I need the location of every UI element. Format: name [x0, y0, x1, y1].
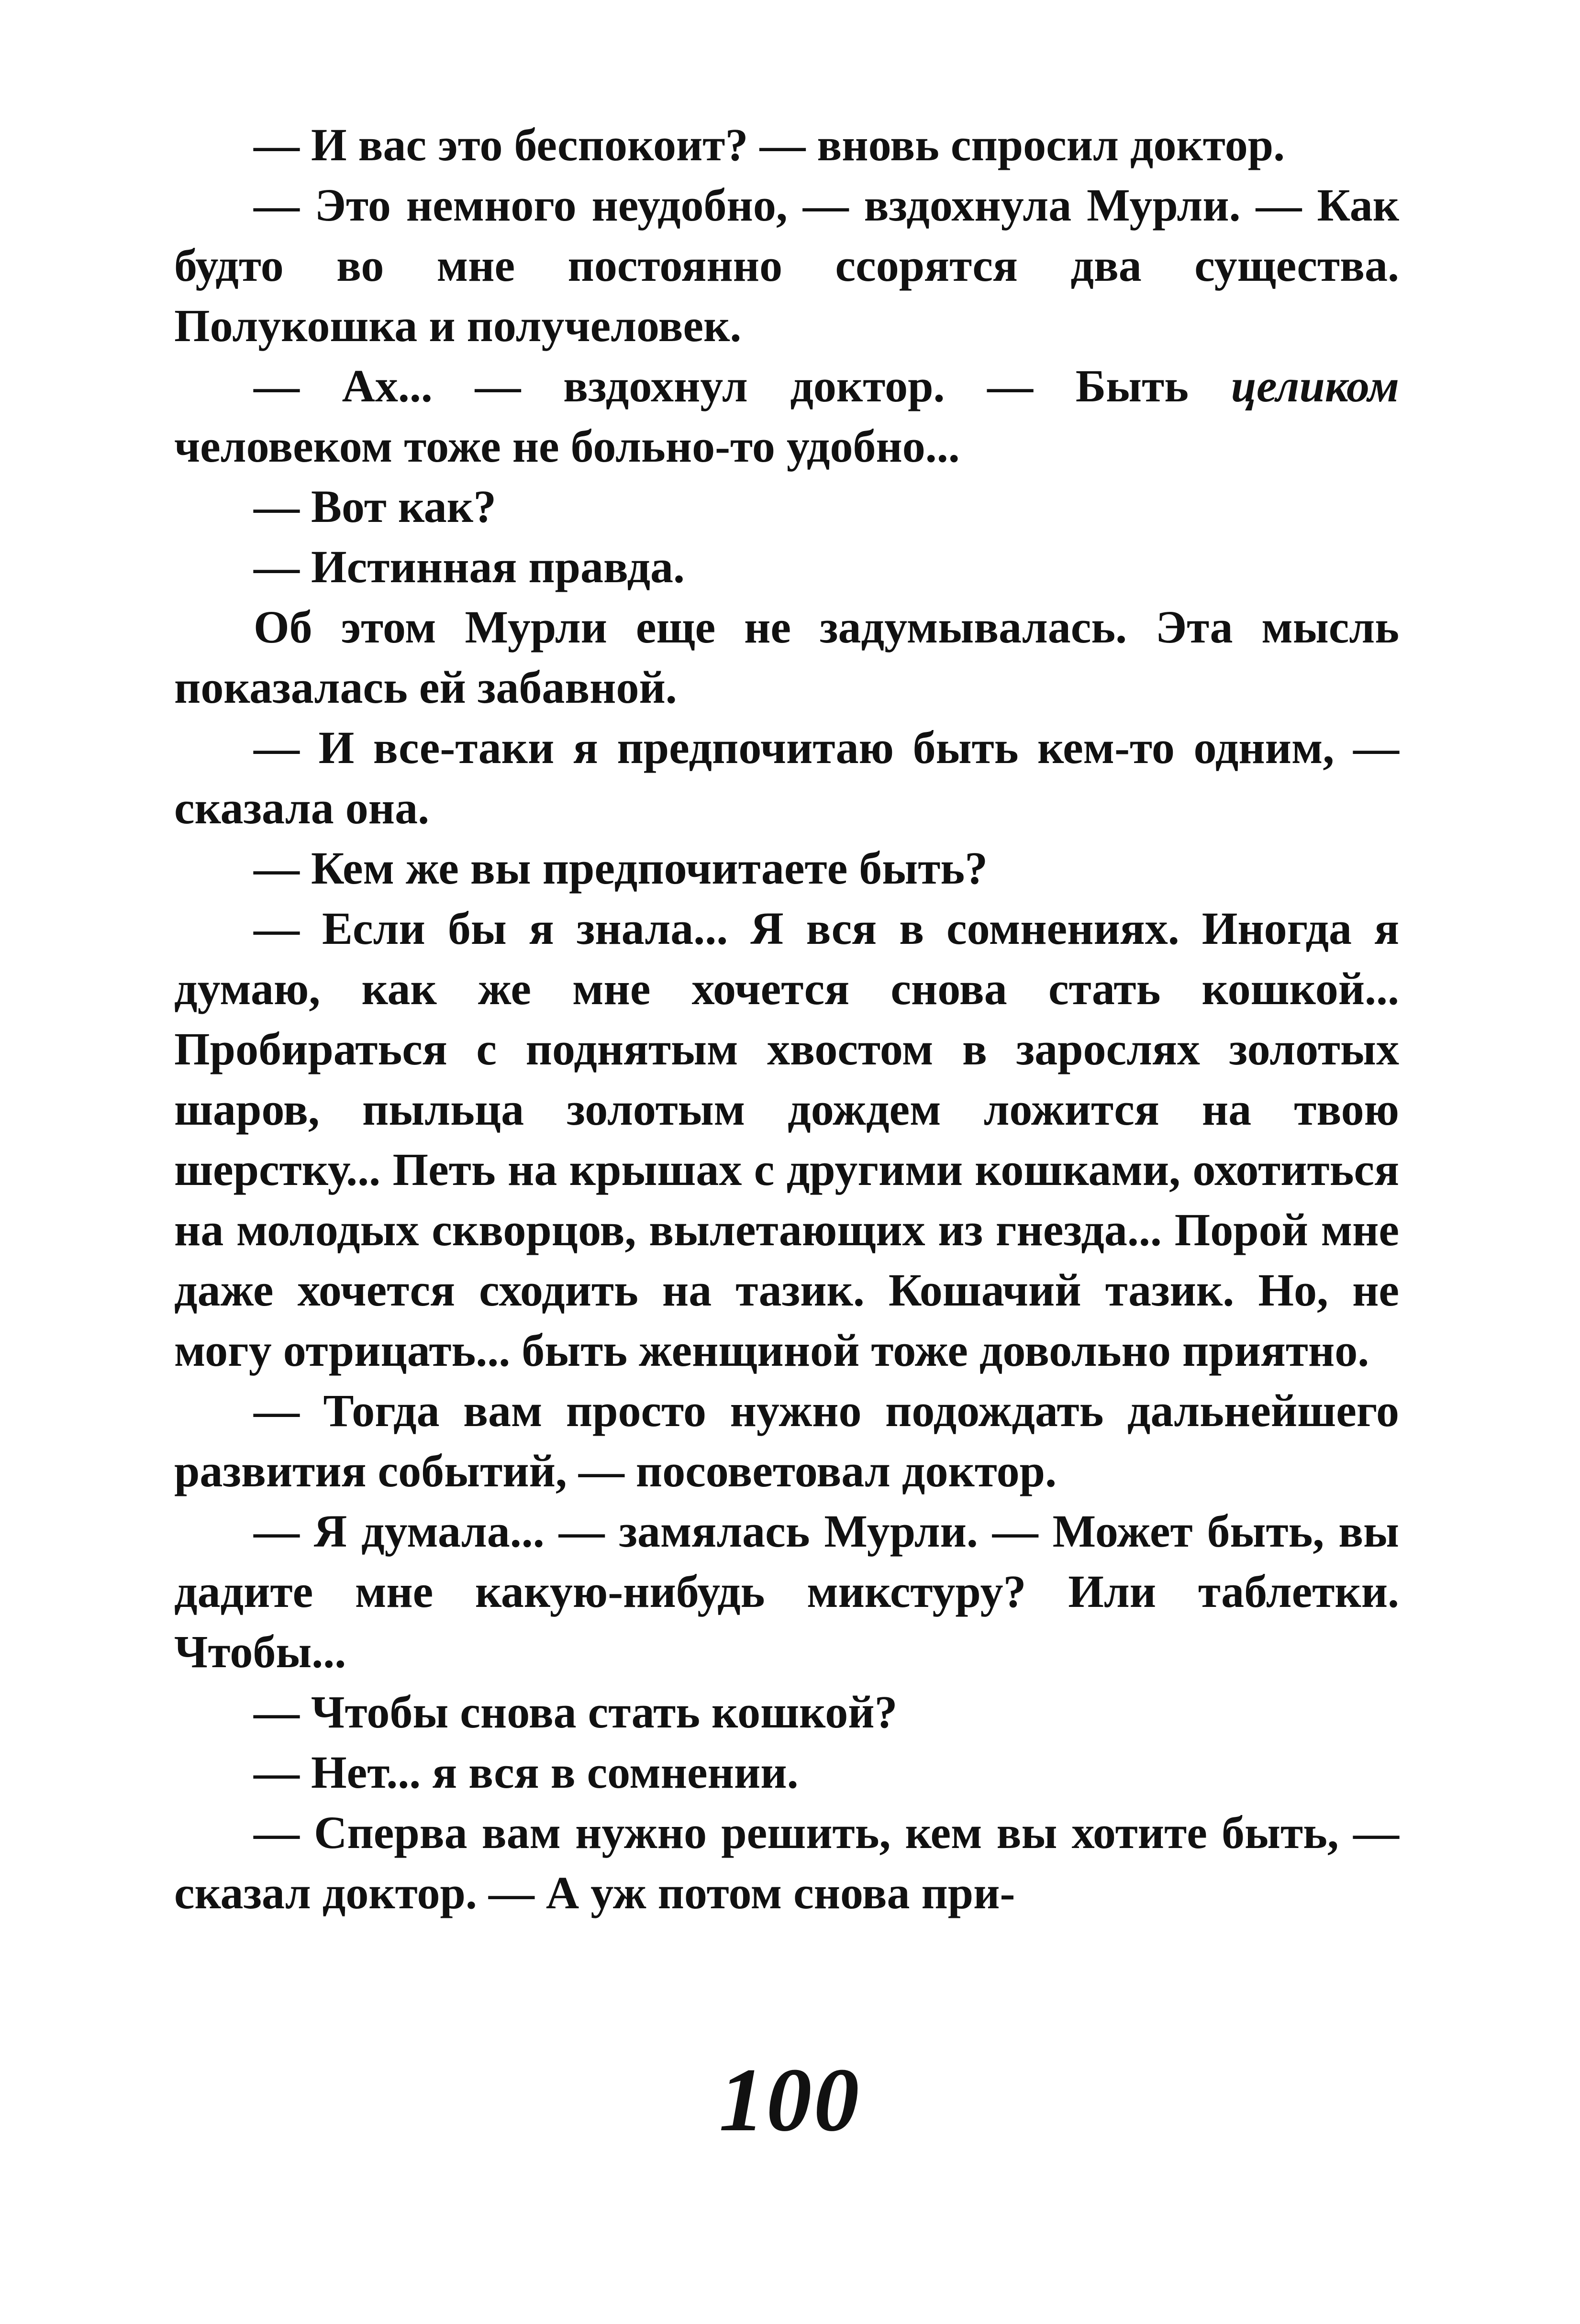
paragraph: Об этом Мурли еще не задумывалась. Эта мысль показалась ей забавной.: [174, 601, 1399, 713]
paragraph: — Нет... я вся в сомнении.: [254, 1747, 799, 1798]
paragraph: — Чтобы снова стать кошкой?: [254, 1686, 898, 1737]
page-number: 100: [719, 2050, 861, 2150]
paragraph: — Вот как?: [254, 481, 497, 532]
paragraph-part: человеком тоже не больно-то удобно...: [174, 421, 960, 472]
paragraph: — Это немного неудобно, — вздохнула Мурли. — Как будто во мне постоянно ссорятся два существа. Полукошка и получеловек.: [174, 179, 1399, 351]
paragraph: — Я думала... — замялась Мурли. — Может быть, вы дадите мне какую-нибудь микстуру? Или таблетки. Чтобы...: [174, 1505, 1399, 1677]
paragraph: — Если бы я знала... Я вся в сомнениях. Иногда я думаю, как же мне хочется снова стать кошкой... Пробираться с поднятым хвостом в зарослях золотых шаров, пыльца золотым дождем ложится на твою шерстку... Петь на крышах с другими кошками, охотиться на молодых скворцов, вылетающих из гнезда... Порой мне даже хочется сходить на тазик. Кошачий тазик. Но, не могу отрицать... быть женщиной тоже довольно приятно.: [174, 903, 1399, 1376]
paragraph: [174, 356, 1399, 476]
paragraph: — Истинная правда.: [254, 541, 685, 592]
paragraph: — Сперва вам нужно решить, кем вы хотите быть, — сказал доктор. — А уж потом снова при-: [174, 1807, 1399, 1918]
paragraph-part: — Ах... — вздохнул доктор. — Быть: [254, 360, 1231, 411]
paragraph: — Тогда вам просто нужно подождать дальнейшего развития событий, — посоветовал доктор.: [174, 1385, 1399, 1496]
paragraph: — И все-таки я предпочитаю быть кем-то одним, — сказала она.: [174, 722, 1399, 833]
paragraph: — Кем же вы предпочитаете быть?: [254, 842, 988, 894]
paragraph: — И вас это беспокоит? — вновь спросил доктор.: [254, 119, 1285, 170]
emphasized-word: целиком: [1231, 360, 1399, 411]
body-text: [174, 115, 1399, 1923]
